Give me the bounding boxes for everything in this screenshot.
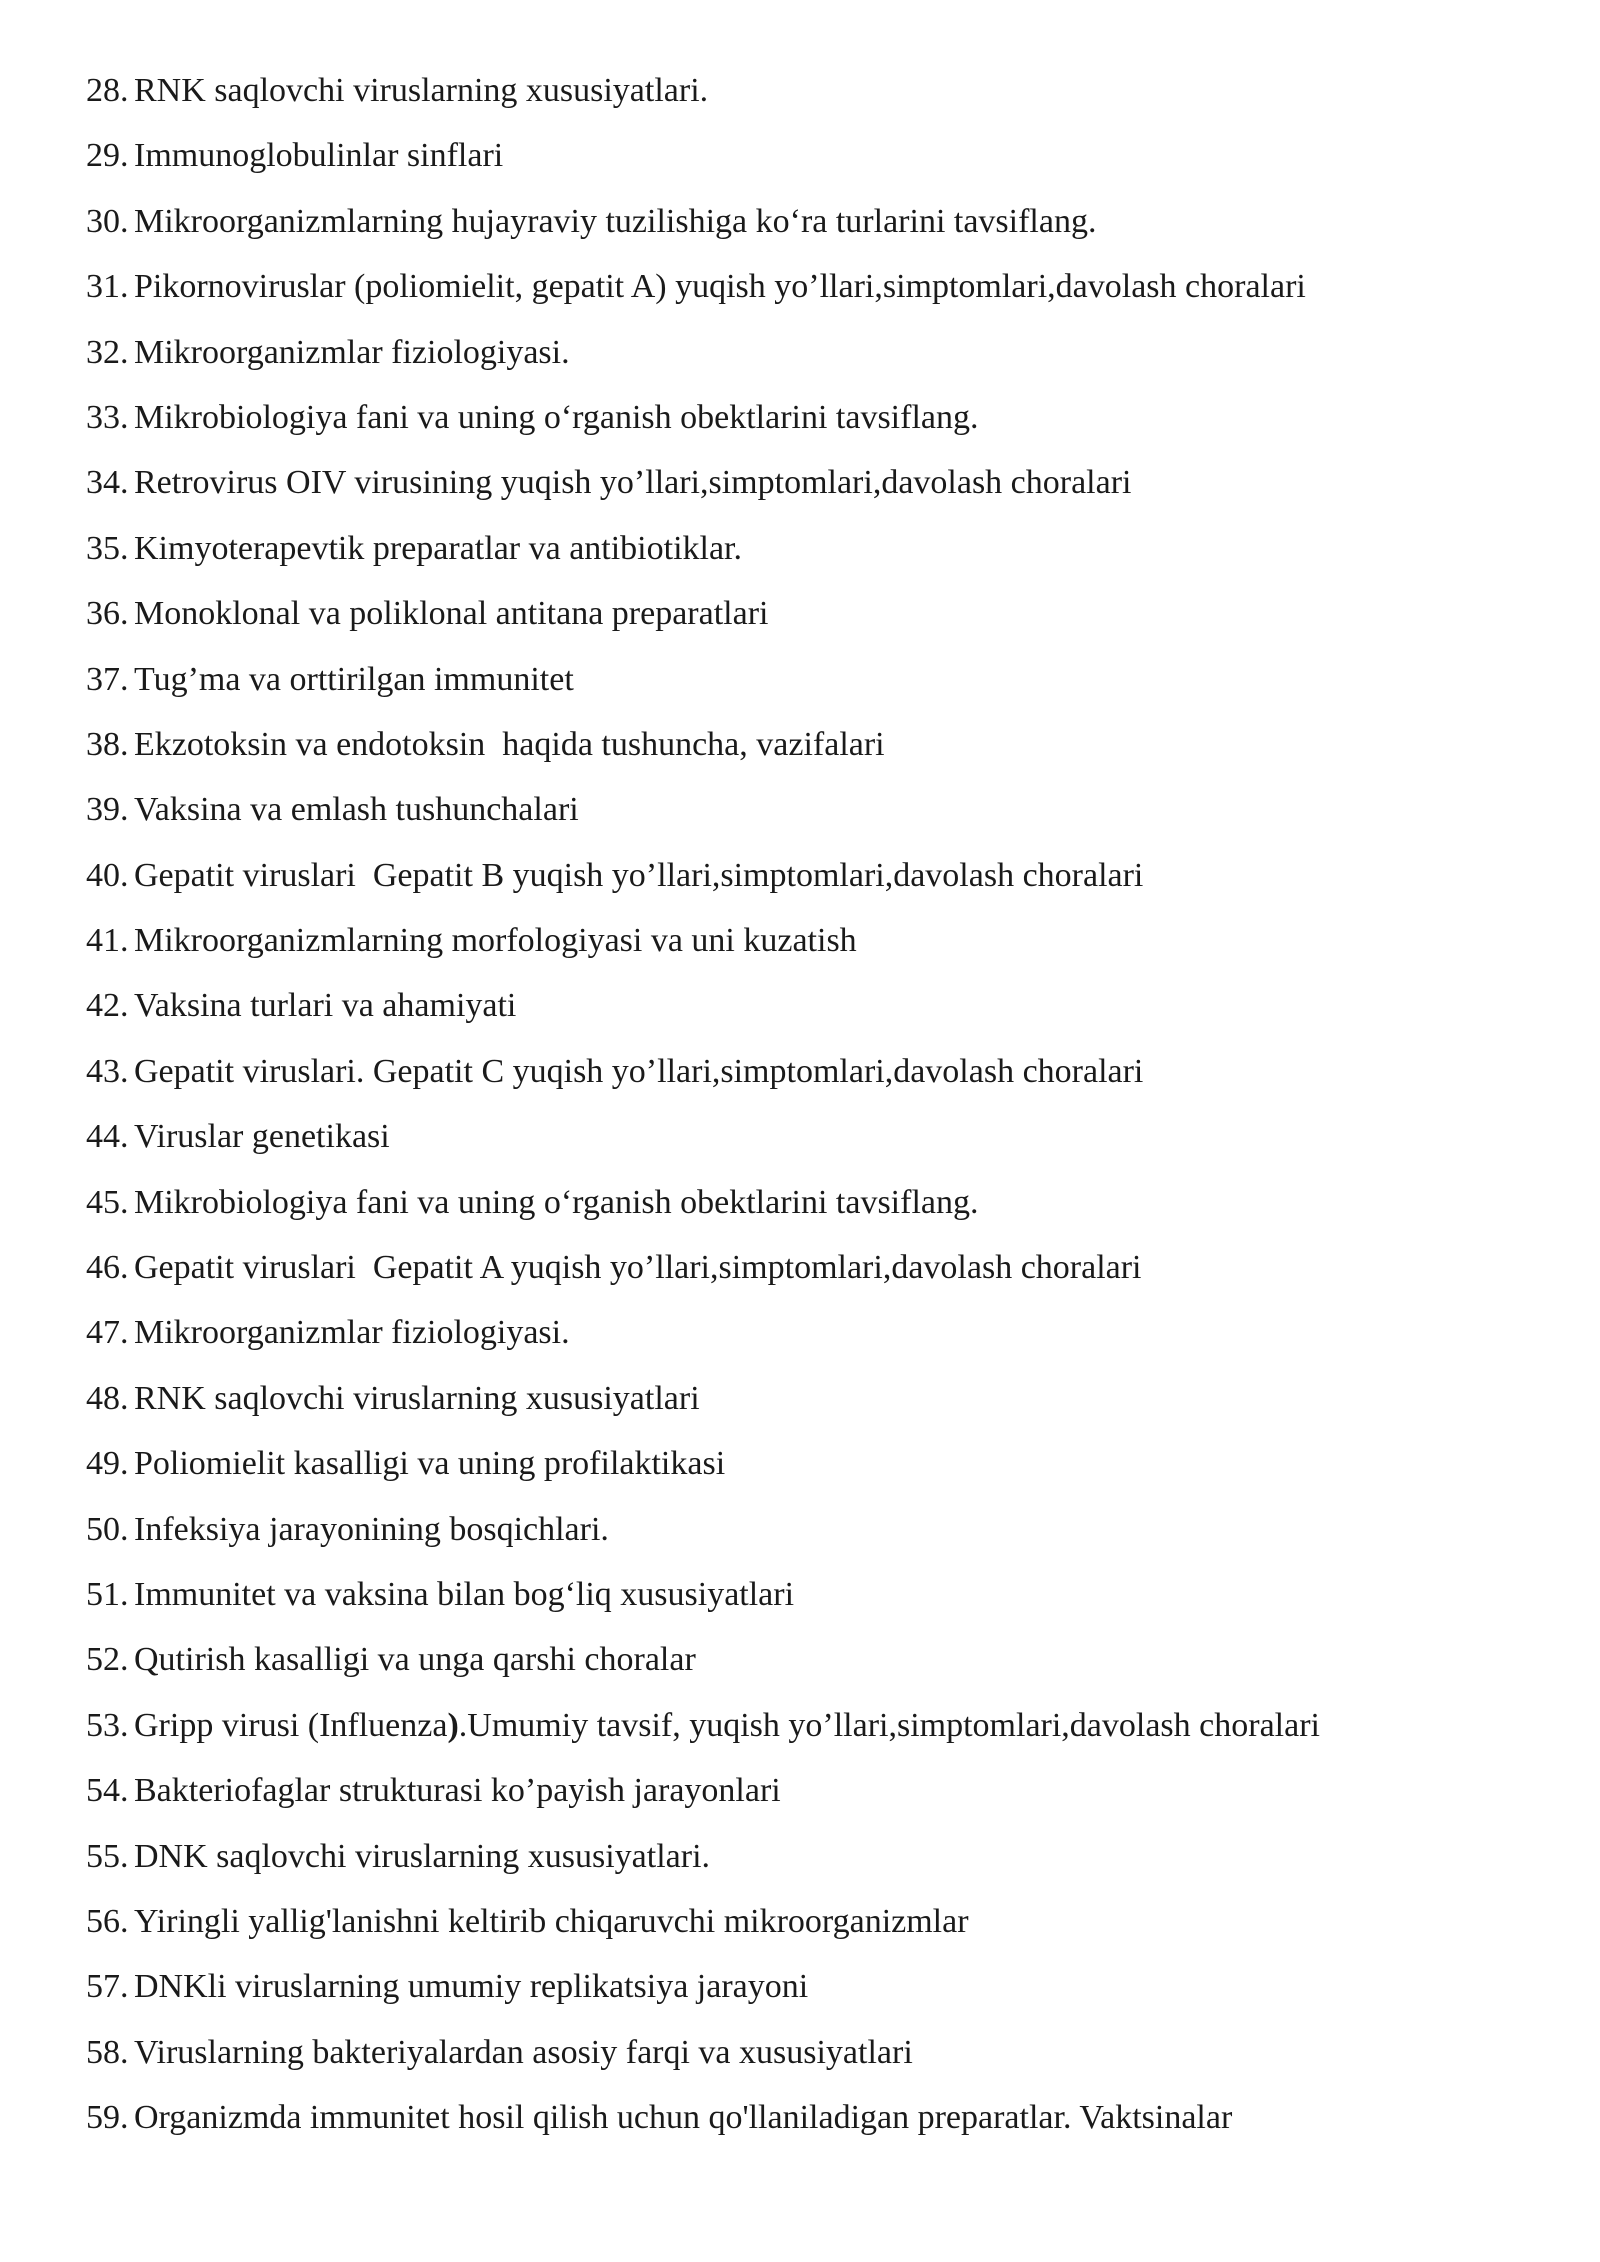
list-item: [86, 1903, 1526, 1968]
question-text: [134, 1707, 1320, 1745]
question-text: Mikrobiologiya fani va uning o‘rganish obektlarini tavsiflang.: [134, 1183, 979, 1221]
question-text: DNKli viruslarning umumiy replikatsiya jarayoni: [134, 1968, 809, 2006]
question-text: Kimyoterapevtik preparatlar va antibiotiklar.: [134, 529, 742, 567]
question-number: 48 .: [86, 1380, 134, 1418]
question-text: Retrovirus OIV virusining yuqish yo’llari,simptomlari,davolash choralari: [134, 464, 1132, 502]
question-number: 49 .: [86, 1445, 134, 1483]
question-number: 58 .: [86, 2034, 134, 2072]
question-number: 44 .: [86, 1118, 134, 1156]
list-item: [86, 1707, 1526, 1772]
question-text: Qutirish kasalligi va unga qarshi choralar: [134, 1641, 696, 1679]
list-item: [86, 1249, 1526, 1314]
list-item: [86, 987, 1526, 1052]
question-number: 28 .: [86, 72, 134, 110]
question-number: 50 .: [86, 1511, 134, 1549]
question-number: 54 .: [86, 1772, 134, 1810]
list-item: [86, 922, 1526, 987]
question-text: Organizmda immunitet hosil qilish uchun qo'llaniladigan preparatlar. Vaktsinalar: [134, 2099, 1233, 2137]
question-text: Mikrobiologiya fani va uning o‘rganish obektlarini tavsiflang.: [134, 398, 979, 436]
question-number: 53 .: [86, 1707, 134, 1745]
list-item: [86, 2034, 1526, 2099]
question-text: Immunitet va vaksina bilan bog‘liq xususiyatlari: [134, 1575, 795, 1613]
list-item: [86, 1641, 1526, 1706]
question-text: DNK saqlovchi viruslarning xususiyatlari.: [134, 1837, 711, 1875]
question-text: Bakteriofaglar strukturasi ko’payish jarayonlari: [134, 1772, 781, 1810]
question-text: Vaksina va emlash tushunchalari: [134, 791, 579, 829]
question-number: 29 .: [86, 137, 134, 175]
question-text: Pikornoviruslar (poliomielit, gepatit A) yuqish yo’llari,simptomlari,davolash choralari: [134, 268, 1306, 306]
list-item: [86, 268, 1526, 333]
question-list: [86, 72, 1526, 2165]
question-number: 46 .: [86, 1249, 134, 1287]
list-item: [86, 661, 1526, 726]
question-number: 38 .: [86, 726, 134, 764]
question-number: 34 .: [86, 464, 134, 502]
list-item: [86, 1968, 1526, 2033]
list-item: [86, 203, 1526, 268]
question-number: 30 .: [86, 203, 134, 241]
question-text-bold-part: ): [447, 1706, 459, 1744]
question-text: Gepatit viruslari Gepatit B yuqish yo’llari,simptomlari,davolash choralari: [134, 856, 1144, 894]
question-number: 59 .: [86, 2099, 134, 2137]
question-text: Vaksina turlari va ahamiyati: [134, 987, 517, 1025]
question-number: 57 .: [86, 1968, 134, 2006]
list-item: [86, 1511, 1526, 1576]
question-text: Mikroorganizmlarning morfologiyasi va uni kuzatish: [134, 922, 857, 960]
list-item: [86, 334, 1526, 399]
list-item: [86, 530, 1526, 595]
list-item: [86, 595, 1526, 660]
question-number: 36 .: [86, 595, 134, 633]
question-text: Mikroorganizmlar fiziologiyasi.: [134, 333, 570, 371]
list-item: [86, 464, 1526, 529]
question-number: 31 .: [86, 268, 134, 306]
question-text: Yiringli yallig'lanishni keltirib chiqaruvchi mikroorganizmlar: [134, 1902, 969, 1940]
question-text: Gepatit viruslari. Gepatit C yuqish yo’llari,simptomlari,davolash choralari: [134, 1052, 1144, 1090]
question-text: Monoklonal va poliklonal antitana preparatlari: [134, 595, 769, 633]
question-text: Gepatit viruslari Gepatit A yuqish yo’llari,simptomlari,davolash choralari: [134, 1249, 1142, 1287]
list-item: [86, 72, 1526, 137]
question-number: 51 .: [86, 1576, 134, 1614]
question-text: Ekzotoksin va endotoksin haqida tushuncha, vazifalari: [134, 725, 885, 763]
question-text: RNK saqlovchi viruslarning xususiyatlari.: [134, 72, 709, 109]
list-item: [86, 857, 1526, 922]
question-number: 39 .: [86, 791, 134, 829]
question-text: Mikroorganizmlar fiziologiyasi.: [134, 1314, 570, 1352]
question-number: 42 .: [86, 987, 134, 1025]
question-number: 41 .: [86, 922, 134, 960]
question-number: 55 .: [86, 1838, 134, 1876]
list-item: [86, 1053, 1526, 1118]
list-item: [86, 1118, 1526, 1183]
list-item: [86, 1184, 1526, 1249]
question-text: RNK saqlovchi viruslarning xususiyatlari: [134, 1379, 700, 1417]
list-item: [86, 399, 1526, 464]
question-text-part: .Umumiy tavsif, yuqish yo’llari,simptomlari,davolash choralari: [458, 1706, 1320, 1744]
question-text: Viruslarning bakteriyalardan asosiy farqi va xususiyatlari: [134, 2033, 913, 2071]
question-number: 47 .: [86, 1314, 134, 1352]
question-number: 40 .: [86, 857, 134, 895]
list-item: [86, 137, 1526, 202]
list-item: [86, 1576, 1526, 1641]
list-item: [86, 1314, 1526, 1379]
list-item: [86, 1380, 1526, 1445]
question-number: 52 .: [86, 1641, 134, 1679]
question-text: Immunoglobulinlar sinflari: [134, 137, 504, 175]
question-number: 35 .: [86, 530, 134, 568]
question-number: 45 .: [86, 1184, 134, 1222]
question-number: 56 .: [86, 1903, 134, 1941]
question-text: Infeksiya jarayonining bosqichlari.: [134, 1510, 609, 1548]
list-item: [86, 1772, 1526, 1837]
question-number: 43 .: [86, 1053, 134, 1091]
question-text: Poliomielit kasalligi va uning profilaktikasi: [134, 1445, 726, 1483]
list-item: [86, 791, 1526, 856]
question-number: 32 .: [86, 334, 134, 372]
list-item: [86, 726, 1526, 791]
question-text-part: Gripp virusi (Influenza: [134, 1706, 448, 1744]
list-item: [86, 1445, 1526, 1510]
question-text: Tug’ma va orttirilgan immunitet: [134, 660, 574, 698]
list-item: [86, 1838, 1526, 1903]
question-text: Viruslar genetikasi: [134, 1118, 390, 1156]
question-number: 37 .: [86, 661, 134, 699]
question-number: 33 .: [86, 399, 134, 437]
list-item: [86, 2099, 1526, 2164]
question-text: Mikroorganizmlarning hujayraviy tuzilishiga ko‘ra turlarini tavsiflang.: [134, 202, 1097, 240]
